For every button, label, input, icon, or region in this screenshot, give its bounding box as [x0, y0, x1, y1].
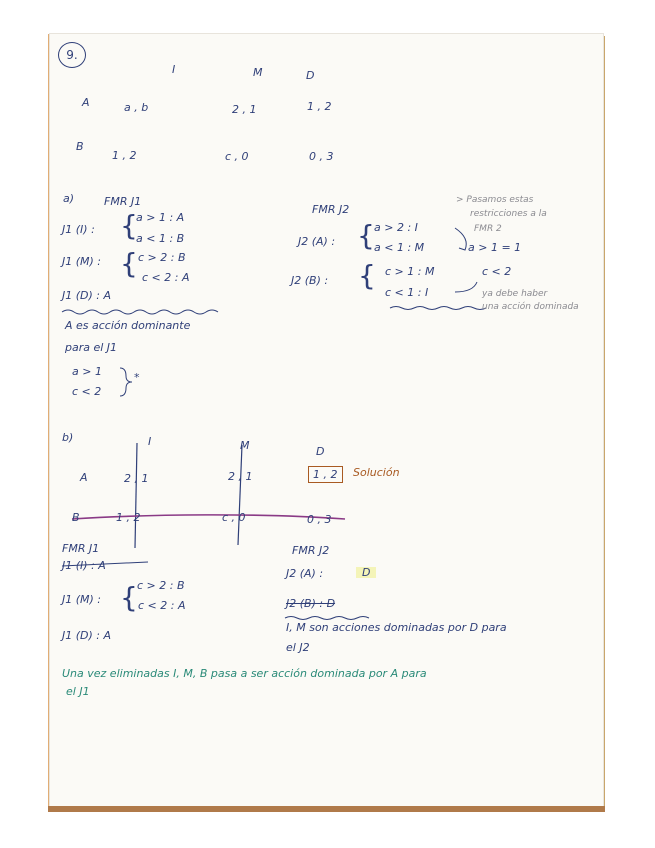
brace-j1-I: { [120, 209, 138, 242]
a-j1-M-bot: c < 2 : A [142, 271, 190, 284]
arrow-j2-b [455, 282, 477, 292]
brace-conditions [120, 368, 132, 396]
a-j2-B-extra: c < 2 [482, 265, 512, 278]
a-note-5: una acción dominada [482, 302, 579, 312]
b-j2-B-struck: J2 (B) : D [286, 597, 336, 610]
b-row-B: B [72, 511, 80, 524]
a-j1-I-lhs: J1 (I) : [62, 223, 95, 236]
matrix-row-A: A [82, 96, 90, 109]
matrix-B-M: c , 0 [225, 150, 249, 163]
a-j2-A-lhs: J2 (A) : [298, 235, 336, 248]
a-note-4: ya debe haber [482, 289, 548, 299]
matrix-row-B: B [76, 140, 84, 153]
b-j2-A-val: D [356, 567, 376, 578]
part-a-label: a) [63, 192, 75, 205]
a-j2-A-top: a > 2 : I [374, 221, 418, 234]
matrix-col-M: M [253, 66, 263, 79]
b-B-M: c , 0 [222, 511, 246, 524]
b-j1-I: J1 (I) : A [62, 559, 106, 572]
a-j2-B-lhs: J2 (B) : [291, 274, 329, 287]
b-dominated-2: el J2 [286, 641, 310, 654]
b-j1-M-top: c > 2 : B [137, 579, 185, 592]
a-j1-I-top: a > 1 : A [136, 211, 185, 224]
matrix-B-I: 1 , 2 [112, 149, 137, 162]
b-solution-label: Solución [353, 466, 400, 479]
matrix-B-D: 0 , 3 [309, 150, 334, 163]
problem-number: 9. [58, 42, 86, 68]
matrix-A-I: a , b [124, 101, 149, 114]
b-j1-D: J1 (D) : A [62, 629, 112, 642]
wavy-underline-a [62, 310, 218, 314]
b-B-D: 0 , 3 [307, 513, 332, 526]
b-col-M: M [240, 439, 250, 452]
a-dominant-line2: para el J1 [65, 341, 118, 354]
a-j2-B-top: c > 1 : M [385, 265, 435, 278]
a-fmr-j2: FMR J2 [312, 203, 350, 216]
b-fmr-j2: FMR J2 [292, 544, 330, 557]
brace-j2-A: { [357, 219, 375, 252]
b-A-I: 2 , 1 [124, 472, 149, 485]
b-j1-M-bot: c < 2 : A [138, 599, 186, 612]
a-j2-A-bot: a < 1 : M [374, 241, 425, 254]
a-j1-M-lhs: J1 (M) : [62, 255, 102, 268]
a-j1-M-top: c > 2 : B [138, 251, 186, 264]
a-note-3: FMR 2 [474, 224, 502, 234]
b-A-M: 2 , 1 [228, 470, 253, 483]
b-dominated-1: I, M son acciones dominadas por D para [286, 621, 507, 634]
a-asterisk: * [134, 371, 140, 384]
a-cond-1: a > 1 [72, 365, 102, 378]
a-cond-2: c < 2 [72, 385, 102, 398]
b-conclusion-2: el J1 [66, 685, 90, 698]
b-col-I: I [148, 435, 152, 448]
brace-j1-M: { [120, 247, 138, 280]
b-j2-A-lhs: J2 (A) : [286, 567, 324, 580]
brace-b-j1-M: { [120, 581, 138, 614]
matrix-col-I: I [172, 63, 176, 76]
wavy-underline-b [285, 617, 369, 620]
a-j2-B-bot: c < 1 : I [385, 286, 429, 299]
b-B-I: 1 , 2 [116, 511, 141, 524]
arrow-j2-a [455, 228, 466, 250]
a-note-1: > Pasamos estas [456, 195, 534, 205]
a-dominant-line1: A es acción dominante [65, 319, 191, 332]
b-row-A: A [80, 471, 88, 484]
b-fmr-j1: FMR J1 [62, 542, 100, 555]
wavy-underline-a2 [390, 307, 486, 310]
a-j1-D: J1 (D) : A [62, 289, 112, 302]
a-j1-I-bot: a < 1 : B [136, 232, 185, 245]
part-a-fmr-j1: FMR J1 [104, 195, 142, 208]
b-A-D-boxed: 1 , 2 [308, 466, 343, 483]
part-b-label: b) [62, 431, 74, 444]
matrix-col-D: D [306, 69, 315, 82]
matrix-A-D: 1 , 2 [307, 100, 332, 113]
column-line-M [238, 445, 242, 545]
a-note-2: restricciones a la [470, 209, 547, 219]
b-col-D: D [316, 445, 325, 458]
a-j2-A-result: a > 1 = 1 [468, 241, 522, 254]
brace-j2-B: { [358, 259, 376, 292]
column-line-I [135, 443, 137, 548]
row-B-strike-line [72, 515, 345, 519]
b-j1-M-lhs: J1 (M) : [62, 593, 102, 606]
matrix-A-M: 2 , 1 [232, 103, 257, 116]
b-conclusion-1: Una vez eliminadas I, M, B pasa a ser acción dominada por A para [62, 667, 427, 680]
